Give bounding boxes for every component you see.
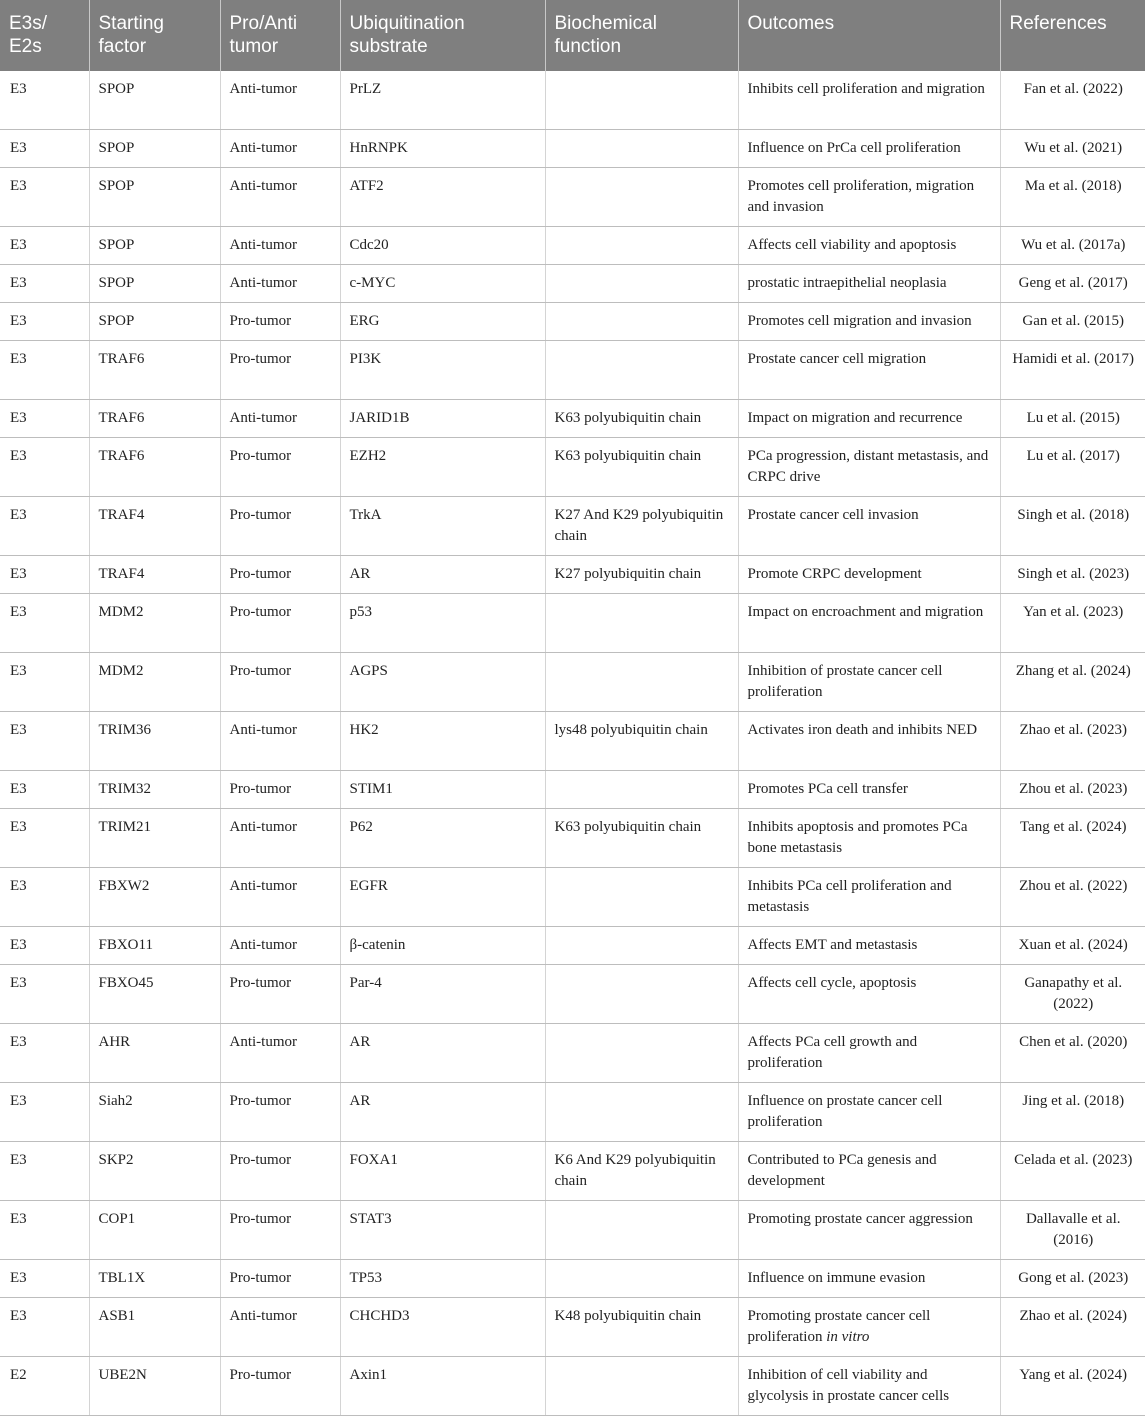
- table-row: [0, 1083, 1145, 1142]
- type-cell: E3: [0, 809, 89, 868]
- biochemical-cell: K48 polyubiquitin chain: [545, 1298, 738, 1357]
- table-row: [0, 438, 1145, 497]
- starting-factor-cell: MDM2: [89, 653, 220, 712]
- pro-anti-cell: Pro-tumor: [220, 303, 340, 341]
- biochemical-cell: [545, 265, 738, 303]
- biochemical-cell: [545, 1260, 738, 1298]
- reference-cell: Lu et al. (2015): [1000, 400, 1145, 438]
- outcome-cell: Affects PCa cell growth and proliferation: [738, 1024, 1000, 1083]
- starting-factor-cell: TRIM36: [89, 712, 220, 771]
- biochemical-cell: K63 polyubiquitin chain: [545, 809, 738, 868]
- biochemical-cell: [545, 1201, 738, 1260]
- type-cell: E3: [0, 712, 89, 771]
- type-cell: E3: [0, 71, 89, 130]
- reference-cell: Zhang et al. (2024): [1000, 653, 1145, 712]
- starting-factor-cell: FBXO11: [89, 927, 220, 965]
- header-references: References: [1000, 0, 1145, 71]
- reference-cell: Jing et al. (2018): [1000, 1083, 1145, 1142]
- outcome-cell: Prostate cancer cell migration: [738, 341, 1000, 400]
- header-e3s-e2s: E3s/ E2s: [0, 0, 89, 71]
- substrate-cell: β-catenin: [340, 927, 545, 965]
- pro-anti-cell: Pro-tumor: [220, 1083, 340, 1142]
- table-row: [0, 965, 1145, 1024]
- header-biochemical-function: Biochemical function: [545, 0, 738, 71]
- outcome-cell: Prostate cancer cell invasion: [738, 497, 1000, 556]
- biochemical-cell: [545, 1357, 738, 1416]
- substrate-cell: HK2: [340, 712, 545, 771]
- type-cell: E3: [0, 1201, 89, 1260]
- reference-cell: Zhao et al. (2024): [1000, 1298, 1145, 1357]
- pro-anti-cell: Pro-tumor: [220, 341, 340, 400]
- starting-factor-cell: SPOP: [89, 227, 220, 265]
- outcome-cell: Contributed to PCa genesis and development: [738, 1142, 1000, 1201]
- type-cell: E3: [0, 130, 89, 168]
- substrate-cell: c-MYC: [340, 265, 545, 303]
- outcome-cell: Affects EMT and metastasis: [738, 927, 1000, 965]
- reference-cell: Dallavalle et al. (2016): [1000, 1201, 1145, 1260]
- type-cell: E3: [0, 1298, 89, 1357]
- starting-factor-cell: SPOP: [89, 130, 220, 168]
- outcome-cell: prostatic intraepithelial neoplasia: [738, 265, 1000, 303]
- type-cell: E3: [0, 400, 89, 438]
- biochemical-cell: K6 And K29 polyubiquitin chain: [545, 1142, 738, 1201]
- reference-cell: Chen et al. (2020): [1000, 1024, 1145, 1083]
- starting-factor-cell: FBXO45: [89, 965, 220, 1024]
- substrate-cell: Axin1: [340, 1357, 545, 1416]
- type-cell: E3: [0, 1083, 89, 1142]
- substrate-cell: P62: [340, 809, 545, 868]
- pro-anti-cell: Anti-tumor: [220, 1298, 340, 1357]
- reference-cell: Zhao et al. (2023): [1000, 712, 1145, 771]
- table-row: [0, 1024, 1145, 1083]
- outcome-cell: Impact on encroachment and migration: [738, 594, 1000, 653]
- starting-factor-cell: TBL1X: [89, 1260, 220, 1298]
- biochemical-cell: [545, 168, 738, 227]
- table-row: [0, 497, 1145, 556]
- starting-factor-cell: AHR: [89, 1024, 220, 1083]
- outcome-cell: Promoting prostate cancer cell proliferation in vitro: [738, 1298, 1000, 1357]
- reference-cell: Geng et al. (2017): [1000, 265, 1145, 303]
- reference-cell: Singh et al. (2023): [1000, 556, 1145, 594]
- pro-anti-cell: Pro-tumor: [220, 594, 340, 653]
- substrate-cell: EZH2: [340, 438, 545, 497]
- outcome-cell: Affects cell viability and apoptosis: [738, 227, 1000, 265]
- pro-anti-cell: Anti-tumor: [220, 712, 340, 771]
- pro-anti-cell: Pro-tumor: [220, 1142, 340, 1201]
- biochemical-cell: [545, 1024, 738, 1083]
- substrate-cell: JARID1B: [340, 400, 545, 438]
- substrate-cell: ATF2: [340, 168, 545, 227]
- substrate-cell: STAT3: [340, 1201, 545, 1260]
- starting-factor-cell: COP1: [89, 1201, 220, 1260]
- reference-cell: Wu et al. (2021): [1000, 130, 1145, 168]
- table-row: [0, 1260, 1145, 1298]
- outcome-cell: Inhibition of cell viability and glycolysis in prostate cancer cells: [738, 1357, 1000, 1416]
- reference-cell: Tang et al. (2024): [1000, 809, 1145, 868]
- substrate-cell: PI3K: [340, 341, 545, 400]
- substrate-cell: TrkA: [340, 497, 545, 556]
- biochemical-cell: [545, 1083, 738, 1142]
- starting-factor-cell: TRAF4: [89, 497, 220, 556]
- pro-anti-cell: Anti-tumor: [220, 227, 340, 265]
- table-row: [0, 594, 1145, 653]
- starting-factor-cell: TRAF6: [89, 400, 220, 438]
- starting-factor-cell: SPOP: [89, 265, 220, 303]
- table-row: [0, 556, 1145, 594]
- outcome-cell: Affects cell cycle, apoptosis: [738, 965, 1000, 1024]
- type-cell: E3: [0, 265, 89, 303]
- reference-cell: Gong et al. (2023): [1000, 1260, 1145, 1298]
- table-row: [0, 1142, 1145, 1201]
- pro-anti-cell: Pro-tumor: [220, 771, 340, 809]
- starting-factor-cell: UBE2N: [89, 1357, 220, 1416]
- type-cell: E3: [0, 556, 89, 594]
- biochemical-cell: [545, 965, 738, 1024]
- outcome-cell: Inhibits PCa cell proliferation and metastasis: [738, 868, 1000, 927]
- pro-anti-cell: Pro-tumor: [220, 653, 340, 712]
- reference-cell: Ma et al. (2018): [1000, 168, 1145, 227]
- header-ubiquitination-substrate: Ubiquitination substrate: [340, 0, 545, 71]
- outcome-cell: Influence on prostate cancer cell proliferation: [738, 1083, 1000, 1142]
- reference-cell: Yang et al. (2024): [1000, 1357, 1145, 1416]
- type-cell: E3: [0, 438, 89, 497]
- type-cell: E3: [0, 303, 89, 341]
- pro-anti-cell: Anti-tumor: [220, 168, 340, 227]
- starting-factor-cell: ASB1: [89, 1298, 220, 1357]
- outcome-cell: Inhibition of prostate cancer cell proliferation: [738, 653, 1000, 712]
- outcome-cell: Promoting prostate cancer aggression: [738, 1201, 1000, 1260]
- starting-factor-cell: SPOP: [89, 168, 220, 227]
- outcome-cell: Influence on PrCa cell proliferation: [738, 130, 1000, 168]
- type-cell: E3: [0, 965, 89, 1024]
- outcome-cell: Influence on immune evasion: [738, 1260, 1000, 1298]
- outcome-cell: Promotes cell proliferation, migration and invasion: [738, 168, 1000, 227]
- outcome-cell: Inhibits apoptosis and promotes PCa bone metastasis: [738, 809, 1000, 868]
- outcome-cell: PCa progression, distant metastasis, and CRPC drive: [738, 438, 1000, 497]
- outcome-cell: Impact on migration and recurrence: [738, 400, 1000, 438]
- table-row: [0, 927, 1145, 965]
- type-cell: E3: [0, 771, 89, 809]
- biochemical-cell: [545, 130, 738, 168]
- table-row: [0, 130, 1145, 168]
- reference-cell: Lu et al. (2017): [1000, 438, 1145, 497]
- pro-anti-cell: Anti-tumor: [220, 130, 340, 168]
- biochemical-cell: [545, 771, 738, 809]
- starting-factor-cell: TRAF4: [89, 556, 220, 594]
- pro-anti-cell: Anti-tumor: [220, 1024, 340, 1083]
- pro-anti-cell: Anti-tumor: [220, 400, 340, 438]
- table-row: [0, 341, 1145, 400]
- substrate-cell: FOXA1: [340, 1142, 545, 1201]
- biochemical-cell: [545, 594, 738, 653]
- table-row: [0, 71, 1145, 130]
- type-cell: E2: [0, 1357, 89, 1416]
- starting-factor-cell: MDM2: [89, 594, 220, 653]
- biochemical-cell: K27 polyubiquitin chain: [545, 556, 738, 594]
- pro-anti-cell: Pro-tumor: [220, 1357, 340, 1416]
- header-starting-factor: Starting factor: [89, 0, 220, 71]
- substrate-cell: AGPS: [340, 653, 545, 712]
- biochemical-cell: [545, 303, 738, 341]
- outcome-cell: Promote CRPC development: [738, 556, 1000, 594]
- type-cell: E3: [0, 341, 89, 400]
- biochemical-cell: [545, 868, 738, 927]
- reference-cell: Fan et al. (2022): [1000, 71, 1145, 130]
- biochemical-cell: K63 polyubiquitin chain: [545, 438, 738, 497]
- pro-anti-cell: Anti-tumor: [220, 927, 340, 965]
- pro-anti-cell: Pro-tumor: [220, 497, 340, 556]
- substrate-cell: PrLZ: [340, 71, 545, 130]
- substrate-cell: AR: [340, 1024, 545, 1083]
- reference-cell: Wu et al. (2017a): [1000, 227, 1145, 265]
- reference-cell: Gan et al. (2015): [1000, 303, 1145, 341]
- table-header: [0, 0, 1145, 71]
- reference-cell: Hamidi et al. (2017): [1000, 341, 1145, 400]
- starting-factor-cell: SPOP: [89, 71, 220, 130]
- substrate-cell: EGFR: [340, 868, 545, 927]
- substrate-cell: Cdc20: [340, 227, 545, 265]
- biochemical-cell: K27 And K29 polyubiquitin chain: [545, 497, 738, 556]
- substrate-cell: CHCHD3: [340, 1298, 545, 1357]
- table-row: [0, 1298, 1145, 1357]
- table-row: [0, 868, 1145, 927]
- table-row: [0, 1201, 1145, 1260]
- substrate-cell: AR: [340, 1083, 545, 1142]
- pro-anti-cell: Anti-tumor: [220, 265, 340, 303]
- pro-anti-cell: Anti-tumor: [220, 809, 340, 868]
- starting-factor-cell: TRAF6: [89, 341, 220, 400]
- table-row: [0, 1357, 1145, 1416]
- type-cell: E3: [0, 168, 89, 227]
- substrate-cell: TP53: [340, 1260, 545, 1298]
- reference-cell: Celada et al. (2023): [1000, 1142, 1145, 1201]
- starting-factor-cell: TRIM21: [89, 809, 220, 868]
- substrate-cell: p53: [340, 594, 545, 653]
- table-row: [0, 265, 1145, 303]
- type-cell: E3: [0, 1260, 89, 1298]
- starting-factor-cell: TRIM32: [89, 771, 220, 809]
- type-cell: E3: [0, 1024, 89, 1083]
- pro-anti-cell: Pro-tumor: [220, 556, 340, 594]
- biochemical-cell: lys48 polyubiquitin chain: [545, 712, 738, 771]
- type-cell: E3: [0, 594, 89, 653]
- substrate-cell: AR: [340, 556, 545, 594]
- outcome-cell: Promotes cell migration and invasion: [738, 303, 1000, 341]
- table-row: [0, 168, 1145, 227]
- table-row: [0, 227, 1145, 265]
- starting-factor-cell: SKP2: [89, 1142, 220, 1201]
- type-cell: E3: [0, 497, 89, 556]
- pro-anti-cell: Pro-tumor: [220, 438, 340, 497]
- table-row: [0, 653, 1145, 712]
- pro-anti-cell: Anti-tumor: [220, 868, 340, 927]
- type-cell: E3: [0, 927, 89, 965]
- pro-anti-cell: Pro-tumor: [220, 1201, 340, 1260]
- header-pro-anti-tumor: Pro/Anti tumor: [220, 0, 340, 71]
- table-row: [0, 400, 1145, 438]
- outcome-cell: Activates iron death and inhibits NED: [738, 712, 1000, 771]
- biochemical-cell: [545, 227, 738, 265]
- table-row: [0, 809, 1145, 868]
- header-outcomes: Outcomes: [738, 0, 1000, 71]
- biochemical-cell: [545, 71, 738, 130]
- starting-factor-cell: FBXW2: [89, 868, 220, 927]
- pro-anti-cell: Pro-tumor: [220, 965, 340, 1024]
- biochemical-cell: K63 polyubiquitin chain: [545, 400, 738, 438]
- starting-factor-cell: SPOP: [89, 303, 220, 341]
- table-row: [0, 303, 1145, 341]
- reference-cell: Singh et al. (2018): [1000, 497, 1145, 556]
- biochemical-cell: [545, 927, 738, 965]
- header-row: [0, 0, 1145, 71]
- pro-anti-cell: Anti-tumor: [220, 71, 340, 130]
- outcome-cell: Inhibits cell proliferation and migration: [738, 71, 1000, 130]
- biochemical-cell: [545, 653, 738, 712]
- starting-factor-cell: Siah2: [89, 1083, 220, 1142]
- reference-cell: Zhou et al. (2023): [1000, 771, 1145, 809]
- reference-cell: Yan et al. (2023): [1000, 594, 1145, 653]
- starting-factor-cell: TRAF6: [89, 438, 220, 497]
- table-row: [0, 771, 1145, 809]
- substrate-cell: Par-4: [340, 965, 545, 1024]
- type-cell: E3: [0, 1142, 89, 1201]
- substrate-cell: ERG: [340, 303, 545, 341]
- substrate-cell: STIM1: [340, 771, 545, 809]
- type-cell: E3: [0, 868, 89, 927]
- biochemical-cell: [545, 341, 738, 400]
- outcome-cell: Promotes PCa cell transfer: [738, 771, 1000, 809]
- type-cell: E3: [0, 227, 89, 265]
- reference-cell: Ganapathy et al. (2022): [1000, 965, 1145, 1024]
- type-cell: E3: [0, 653, 89, 712]
- table-body: [0, 71, 1145, 1416]
- table-row: [0, 712, 1145, 771]
- reference-cell: Zhou et al. (2022): [1000, 868, 1145, 927]
- substrate-cell: HnRNPK: [340, 130, 545, 168]
- pro-anti-cell: Pro-tumor: [220, 1260, 340, 1298]
- reference-cell: Xuan et al. (2024): [1000, 927, 1145, 965]
